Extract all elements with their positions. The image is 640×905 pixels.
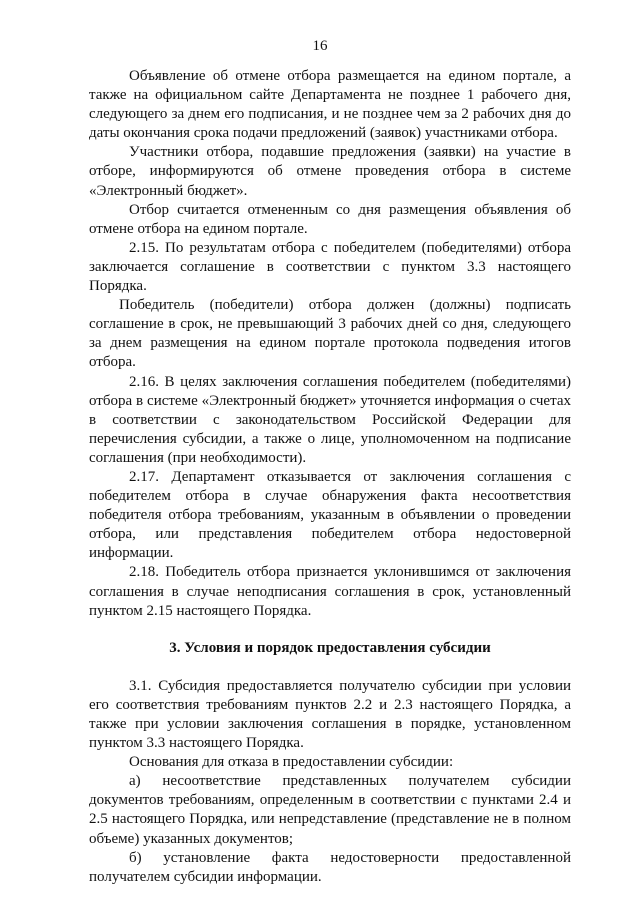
- paragraph-participants-informed: Участники отбора, подавшие предложения (заявки) на участие в отборе, информируются об отмене проведения отбора в системе «Электронный бюджет».: [89, 144, 571, 199]
- paragraph-cancellation-announcement: Объявление об отмене отбора размещается на едином портале, а также на официальном сайте Департамента не позднее 1 рабочего дня, следующего за днем его подписания, и не позднее чем за 2 рабочих дня до даты окончания срока подачи предложений (заявок) участниками отбора.: [89, 68, 571, 142]
- document-body: [89, 67, 571, 887]
- section-heading: 3. Условия и порядок предоставления субсидии: [169, 639, 491, 656]
- paragraph-selection-cancelled: Отбор считается отмененным со дня размещения объявления об отмене отбора на едином портале.: [89, 201, 571, 237]
- list-item-a: а) несоответствие представленных получателем субсидии документов требованиям, определенным в соответствии с пунктами 2.4 и 2.5 настоящего Порядка, или непредставление (представление не в полном объеме) указанных документов;: [89, 773, 571, 847]
- list-item-b: б) установление факта недостоверности предоставленной получателем субсидии информации.: [89, 849, 571, 885]
- paragraph-refusal-grounds: Основания для отказа в предоставлении субсидии:: [129, 754, 454, 771]
- paragraph-2-18: 2.18. Победитель отбора признается уклонившимся от заключения соглашения в случае неподписания соглашения в срок, установленный пунктом 2.15 настоящего Порядка.: [89, 564, 571, 619]
- paragraph-2-17: 2.17. Департамент отказывается от заключения соглашения с победителем отбора в случае обнаружения факта несоответствия победителя отбора требованиям, указанным в объявлении о проведении отбора, или представления победителем отбора недостоверной информации.: [89, 468, 571, 562]
- paragraph-2-16: 2.16. В целях заключения соглашения победителем (победителями) отбора в системе «Электронный бюджет» уточняется информация о счетах в соответствии с законодательством Российской Федерации для перечисления субсидии, а также о лице, уполномоченном на подписание соглашения (при необходимости).: [89, 373, 571, 466]
- paragraph-2-15: 2.15. По результатам отбора с победителем (победителями) отбора заключается соглашение в соответствии с пунктом 3.3 настоящего Порядка.: [89, 239, 571, 295]
- page-number: 16: [312, 38, 328, 54]
- paragraph-winner-signs: Победитель (победители) отбора должен (должны) подписать соглашение в срок, не превышающий 3 рабочих дней со дня, следующего за днем размещения на едином портале протокола подведения итогов отбора.: [89, 297, 571, 371]
- paragraph-3-1: 3.1. Субсидия предоставляется получателю субсидии при условии его соответствия требованиям пунктов 2.2 и 2.3 настоящего Порядка, а также при условии заключения соглашения в порядке, установленном пунктом 3.3 настоящего Порядка.: [89, 677, 571, 752]
